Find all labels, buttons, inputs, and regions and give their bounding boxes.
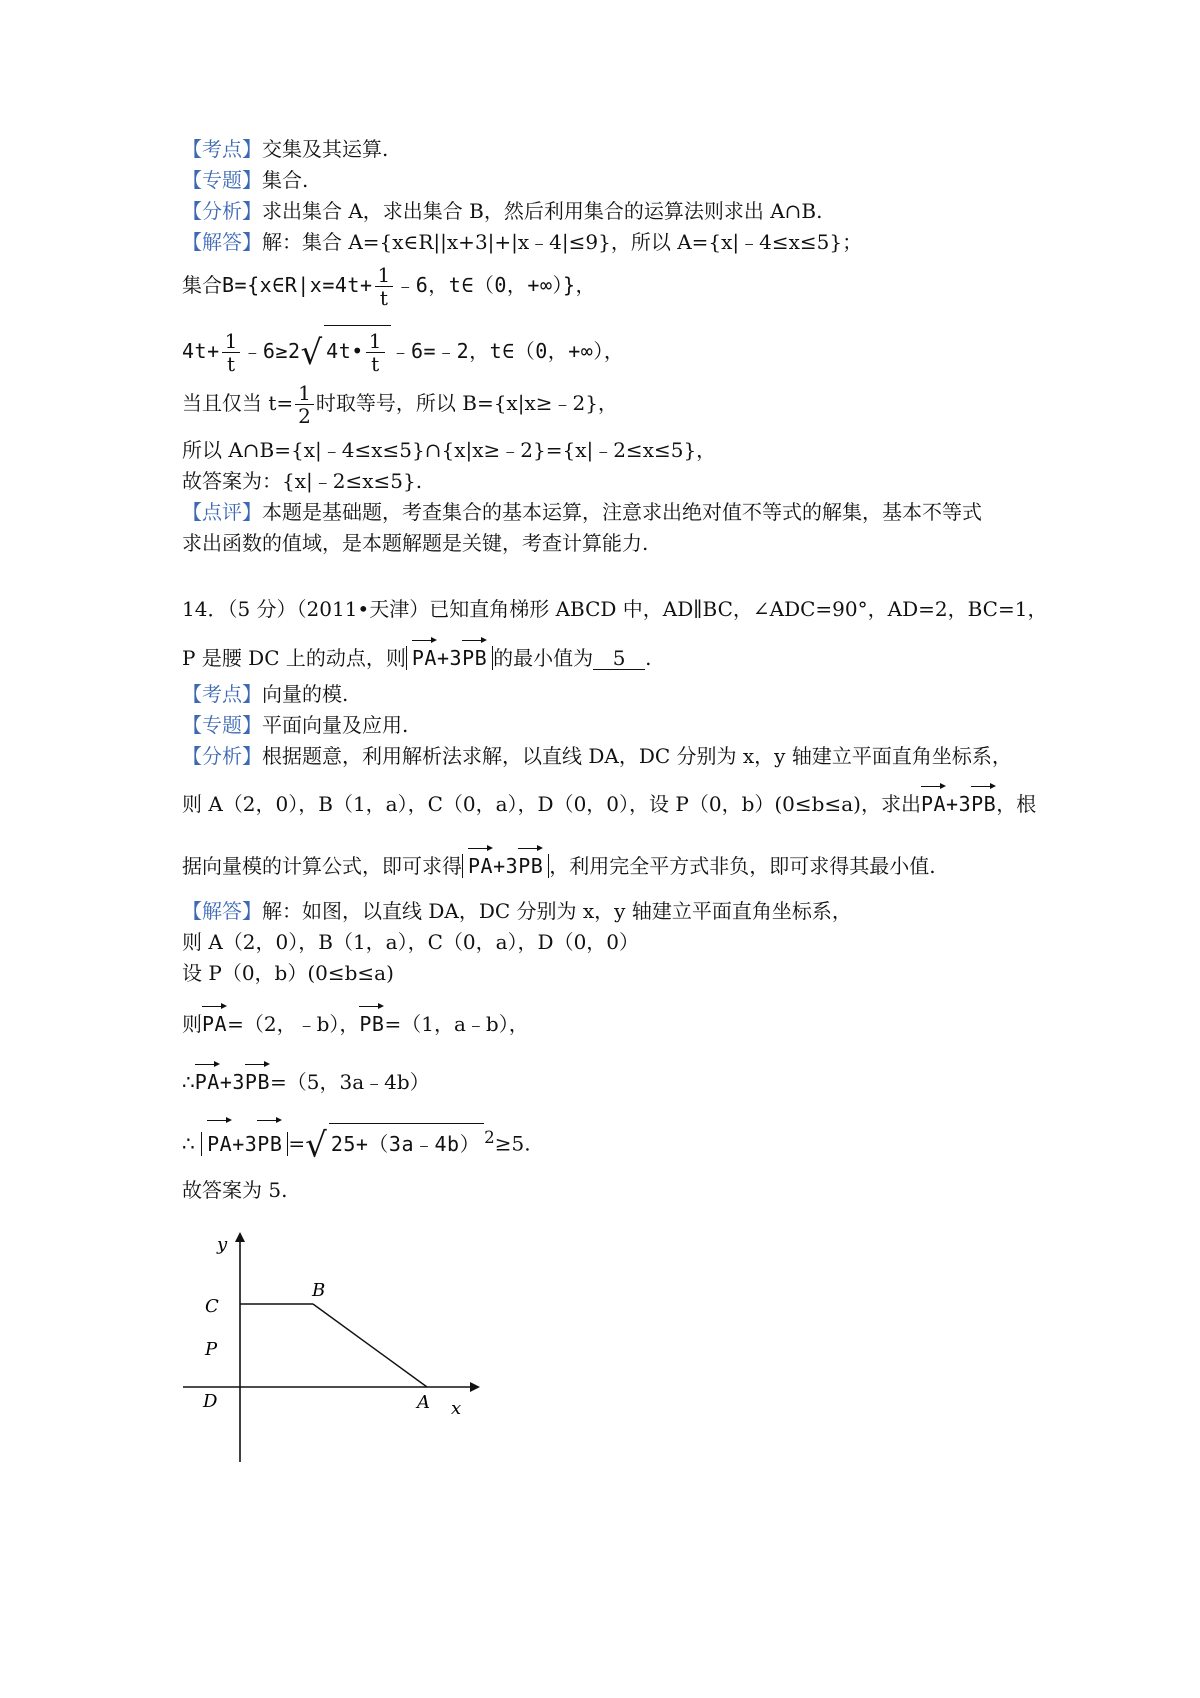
fraction-numerator: 1 — [366, 330, 385, 353]
jieda-text: 解：集合 A={x∈R||x+3|+|x﹣4|≤9}，所以 A={x|﹣4≤x≤5}； — [262, 230, 863, 254]
vector-pa: PA — [194, 1070, 220, 1094]
plus-three: +3 — [493, 854, 519, 878]
fraction-numerator: 1 — [295, 382, 314, 405]
fenxi-3-head: 据向量模的计算公式，即可求得 — [182, 854, 462, 878]
eq-fraction — [295, 382, 314, 427]
kaodian-tag: 【考点】 — [182, 682, 262, 706]
ineq-sqrt-fraction — [366, 330, 385, 375]
q13-equality-line — [182, 380, 618, 427]
label-p: P — [205, 1339, 218, 1360]
plus-three: +3 — [232, 1131, 258, 1156]
q13-fenxi-line — [182, 197, 822, 225]
jieda-tag: 【解答】 — [182, 230, 262, 254]
fenxi-tag: 【分析】 — [182, 199, 262, 223]
label-b: B — [312, 1280, 326, 1301]
kaodian-text: 向量的模. — [262, 682, 349, 706]
label-y: y — [217, 1234, 228, 1255]
q14-fenxi-line-2 — [182, 790, 1036, 818]
fenxi-text: 根据题意，利用解析法求解，以直线 DA，DC 分别为 x，y 轴建立平面直角坐标系， — [262, 744, 1012, 768]
vector-pa: PA — [920, 792, 947, 816]
q13-answer-line: 故答案为：{x|﹣2≤x≤5}. — [182, 469, 423, 493]
vector-pb: PB — [257, 1124, 282, 1164]
jieda-tag: 【解答】 — [182, 899, 262, 923]
vector-sum — [921, 792, 996, 816]
ineq-mid: ﹣6≥2 — [242, 339, 301, 363]
stem-2-head: P 是腰 DC 上的动点，则 — [182, 646, 406, 670]
ineq-sqrt-head: 4t• — [326, 339, 364, 363]
q14-sum-line — [182, 1068, 430, 1096]
fenxi-3-tail: ，利用完全平方式非负，即可求得其最小值. — [549, 854, 936, 878]
stem-2-end: . — [645, 646, 652, 670]
vector-pa: PA — [202, 1012, 228, 1036]
vec-pa-value: =（2，﹣b）， — [227, 1012, 360, 1036]
q14-kaodian-line — [182, 680, 348, 708]
vector-modulus — [406, 646, 493, 670]
jieda-text: 解：如图，以直线 DA，DC 分别为 x，y 轴建立平面直角坐标系， — [262, 899, 852, 923]
dianping-text-1: 本题是基础题，考查集合的基本运算，注意求出绝对值不等式的解集，基本不等式 — [262, 500, 982, 524]
vector-modulus — [462, 854, 549, 878]
fenxi-tag: 【分析】 — [182, 744, 262, 768]
fraction-denominator: 2 — [298, 404, 311, 428]
fraction-numerator: 1 — [375, 264, 394, 287]
dianping-tag: 【点评】 — [182, 500, 262, 524]
zhuanti-tag: 【专题】 — [182, 713, 262, 737]
zhuanti-tag: 【专题】 — [182, 168, 262, 192]
vector-sum — [195, 1070, 270, 1094]
label-d: D — [203, 1391, 218, 1412]
ineq-head: 4t+ — [182, 339, 220, 363]
plus-three: +3 — [946, 792, 972, 816]
vector-pb: PB — [971, 792, 997, 816]
modulus-equals: = — [288, 1131, 306, 1156]
q14-stem-line-1: 14．（5 分）（2011•天津）已知直角梯形 ABCD 中，AD∥BC，∠ADC=90°，AD=2，BC=1， — [182, 597, 1048, 621]
vector-pa: PA — [207, 1124, 232, 1164]
set-b-prefix: 集合 — [182, 273, 222, 297]
q14-zhuanti-line — [182, 711, 408, 739]
ineq-sqrt — [324, 325, 390, 376]
q14-coords-line: 则 A（2，0），B（1，a），C（0，a），D（0，0） — [182, 930, 640, 954]
fenxi-2-head: 则 A（2，0），B（1，a），C（0，a），D（0，0），设 P（0，b）(0≤b≤a)，求出 — [182, 792, 921, 816]
q13-dianping-line-2: 求出函数的值域，是本题解题是关键，考查计算能力. — [182, 531, 649, 555]
vector-pa: PA — [411, 646, 437, 670]
q14-p-line: 设 P（0，b）(0≤b≤a) — [182, 961, 394, 985]
q14-final-answer: 故答案为 5. — [182, 1178, 288, 1202]
vector-pb: PB — [359, 1012, 385, 1036]
modulus-tail: ≥5. — [494, 1131, 531, 1156]
plus-three: +3 — [219, 1070, 245, 1094]
vector-pa: PA — [468, 854, 494, 878]
segment-ba — [313, 1304, 427, 1387]
vector-pb: PB — [518, 854, 544, 878]
eq-tail: 时取等号，所以 B={x|x≥﹣2}， — [315, 391, 618, 415]
set-b-tail: ﹣6，t∈（0，+∞）}， — [395, 273, 597, 297]
q14-fenxi-line-3 — [182, 852, 936, 880]
q13-jieda-line — [182, 228, 862, 256]
radical-sign: √ — [300, 333, 323, 373]
ineq-fraction — [222, 330, 241, 375]
plus-three: +3 — [436, 646, 463, 670]
therefore-symbol: ∴ — [182, 1070, 195, 1094]
modulus-sqrt: 25+（3a﹣4b） — [329, 1123, 484, 1164]
q13-intersection-line: 所以 A∩B={x|﹣4≤x≤5}∩{x|x≥﹣2}={x|﹣2≤x≤5}， — [182, 438, 717, 462]
kaodian-text: 交集及其运算. — [262, 137, 389, 161]
q13-dianping-line — [182, 498, 982, 526]
trapezoid-figure — [175, 1222, 495, 1472]
zhuanti-text: 集合. — [262, 168, 309, 192]
q13-set-b-line — [182, 262, 596, 309]
q14-jieda-line — [182, 897, 852, 925]
set-b-head: B={x∈R|x=4t+ — [222, 273, 373, 297]
q14-modulus-line — [182, 1118, 531, 1166]
eq-head: 当且仅当 t= — [182, 391, 294, 415]
vector-pb: PB — [462, 646, 488, 670]
q14-fenxi-line — [182, 742, 1012, 770]
vector-modulus — [201, 1132, 288, 1156]
fraction-denominator: t — [226, 352, 236, 376]
kaodian-tag: 【考点】 — [182, 137, 262, 161]
set-b-fraction — [375, 264, 394, 309]
fraction-denominator: t — [379, 286, 388, 310]
ineq-tail: ﹣6=﹣2，t∈（0，+∞）， — [390, 339, 625, 363]
label-a: A — [417, 1392, 430, 1413]
q14-stem-line-2 — [182, 644, 652, 672]
vec-line-head: 则 — [182, 1012, 202, 1036]
radical-sign: √ — [305, 1125, 327, 1166]
stem-2-mid: 的最小值为 — [493, 646, 594, 670]
fraction-denominator: t — [371, 352, 380, 376]
vec-pb-value: =（1，a﹣b）， — [384, 1012, 529, 1036]
label-c: C — [205, 1296, 219, 1317]
fraction-numerator: 1 — [222, 330, 241, 353]
fenxi-2-tail: ，根 — [996, 792, 1037, 816]
q13-zhuanti-line — [182, 166, 308, 194]
label-x: x — [451, 1398, 462, 1419]
q13-inequality-line — [182, 325, 624, 378]
sum-value: =（5，3a﹣4b） — [270, 1070, 430, 1094]
q13-kaodian-line — [182, 135, 388, 163]
vector-pb: PB — [244, 1070, 271, 1094]
fenxi-text: 求出集合 A，求出集合 B，然后利用集合的运算法则求出 A∩B. — [262, 199, 823, 223]
square-exponent: 2 — [484, 1128, 495, 1147]
therefore-symbol: ∴ — [182, 1131, 195, 1156]
q14-vector-values-line — [182, 1010, 529, 1038]
answer-blank: 5 — [593, 647, 645, 670]
zhuanti-text: 平面向量及应用. — [262, 713, 409, 737]
